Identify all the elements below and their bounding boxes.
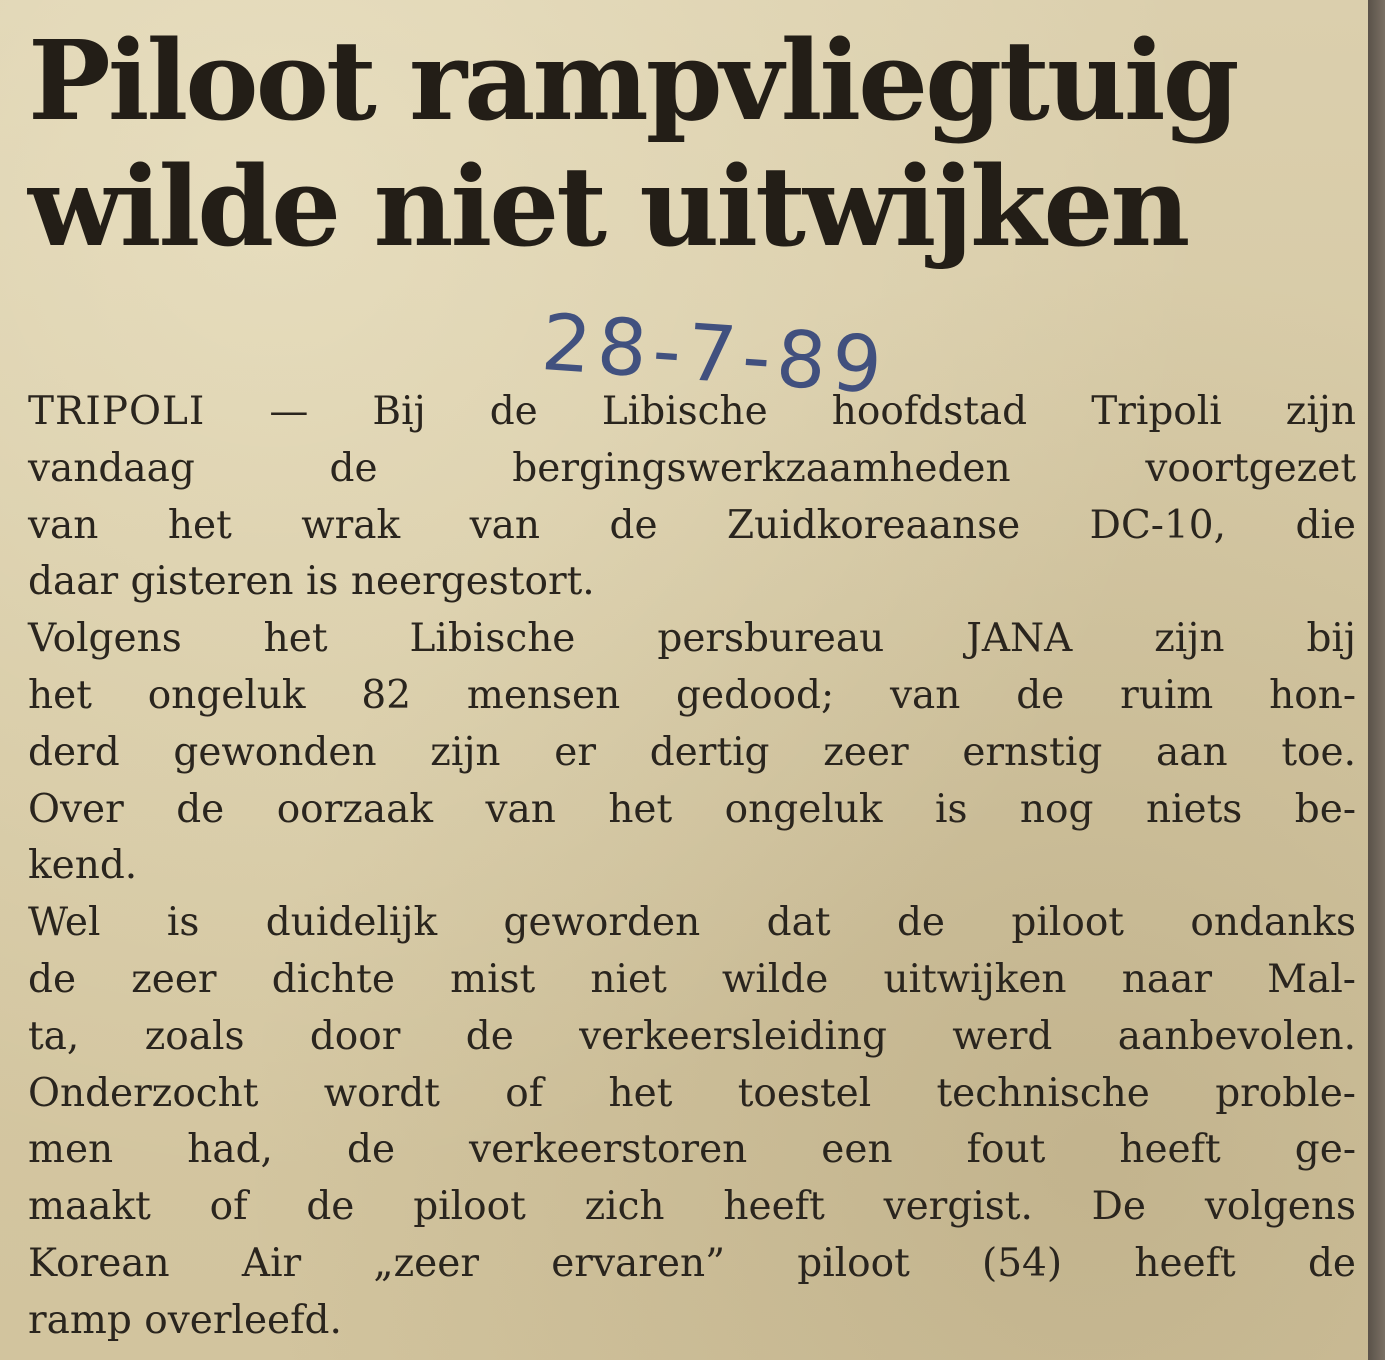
article-line: Volgens het Libische persbureau JANA zijn bij <box>28 616 1356 662</box>
article-line: maakt of de piloot zich heeft vergist. De volgens <box>28 1184 1356 1230</box>
article-line: van het wrak van de Zuidkoreaanse DC-10, die <box>28 502 1356 548</box>
article-line: ramp overleefd. <box>28 1297 342 1343</box>
article-line: het ongeluk 82 mensen gedood; van de ruim hon- <box>28 672 1356 718</box>
headline <box>28 18 1358 270</box>
article-line: derd gewonden zijn er dertig zeer ernstig aan toe. <box>28 729 1356 775</box>
article-line: daar gisteren is neergestort. <box>28 559 595 605</box>
paragraph-2 <box>28 611 1356 895</box>
headline-line-2: wilde niet uitwijken <box>28 142 1188 271</box>
article-line: vandaag de bergingswerkzaamheden voortgezet <box>28 445 1356 491</box>
article-line: TRIPOLI — Bij de Libische hoofdstad Tripoli zijn <box>28 389 1356 434</box>
article-line: Over de oorzaak van het ongeluk is nog niets be- <box>28 786 1356 832</box>
article-line: men had, de verkeerstoren een fout heeft ge- <box>28 1127 1356 1173</box>
article-line: Korean Air „zeer ervaren” piloot (54) heeft de <box>28 1240 1356 1286</box>
article-line: de zeer dichte mist niet wilde uitwijken naar Mal- <box>28 956 1356 1002</box>
article-body <box>28 384 1356 1350</box>
paragraph-3 <box>28 895 1356 1349</box>
handwritten-date: 28-7-89 <box>538 298 891 412</box>
article-line: Onderzocht wordt of het toestel technische proble- <box>28 1070 1356 1116</box>
dateline: TRIPOLI <box>28 389 206 434</box>
article-line: kend. <box>28 843 138 889</box>
paragraph-1 <box>28 384 1356 611</box>
headline-line-1: Piloot rampvliegtuig <box>28 16 1237 145</box>
article-line: Wel is duidelijk geworden dat de piloot ondanks <box>28 900 1356 946</box>
background-edge <box>1368 0 1385 1360</box>
article-line: ta, zoals door de verkeersleiding werd aanbevolen. <box>28 1013 1356 1059</box>
